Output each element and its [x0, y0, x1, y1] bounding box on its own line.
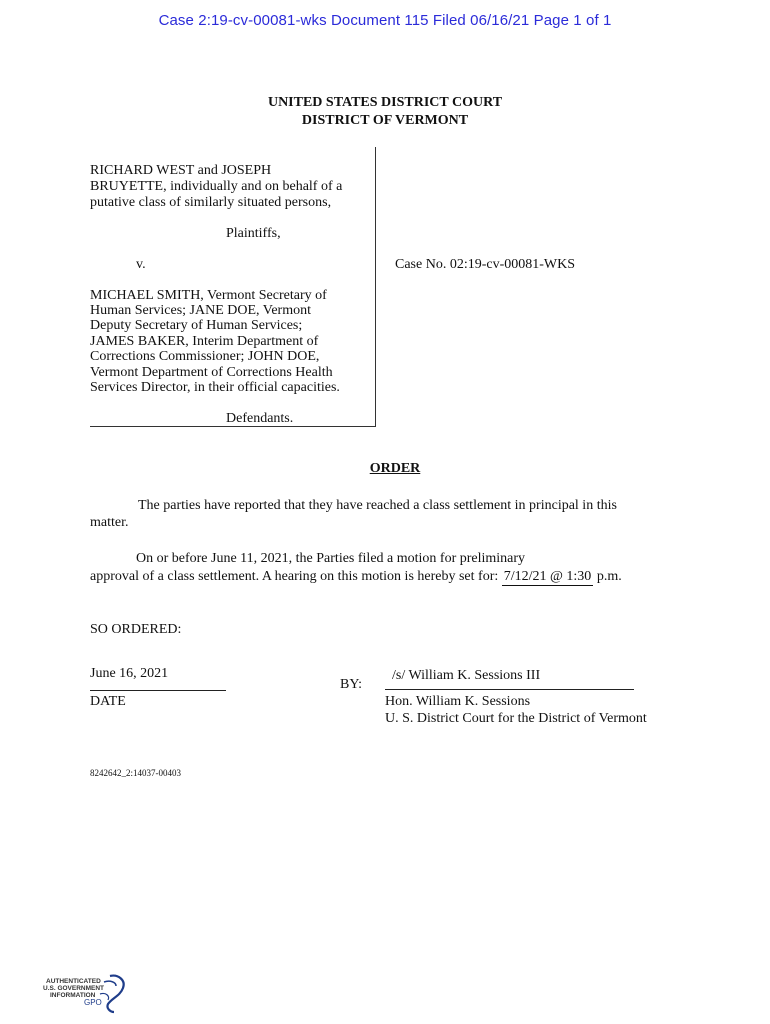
plaintiffs-line: RICHARD WEST and JOSEPH — [90, 163, 272, 178]
case-header-stamp: Case 2:19-cv-00081-wks Document 115 Filed 06/16/21 Page 1 of 1 — [158, 12, 612, 29]
hearing-time-suffix: p.m. — [596, 569, 622, 584]
defendants-label: Defendants. — [226, 411, 294, 426]
caption-vertical-rule — [375, 147, 376, 427]
date-value: June 16, 2021 — [90, 666, 169, 681]
hearing-date-field: 7/12/21 @ 1:30 — [503, 569, 592, 584]
signature-line — [385, 689, 634, 690]
gpo-line: INFORMATION — [50, 992, 96, 999]
gpo-eagle-icon — [40, 970, 130, 1016]
order-paragraph-2-line-1: On or before June 11, 2021, the Parties filed a motion for preliminary — [136, 551, 526, 566]
order-paragraph-1-line-1: The parties have reported that they have reached a class settlement in principal in this — [138, 498, 617, 513]
defendants-line: Vermont Department of Corrections Health — [90, 365, 333, 380]
plaintiffs-line: BRUYETTE, individually and on behalf of a — [90, 179, 343, 194]
court-affiliation: U. S. District Court for the District of Vermont — [385, 711, 647, 726]
defendants-line: MICHAEL SMITH, Vermont Secretary of — [90, 288, 327, 303]
judge-name: Hon. William K. Sessions — [385, 694, 531, 709]
court-name: UNITED STATES DISTRICT COURT — [267, 95, 503, 110]
signature-value: /s/ William K. Sessions III — [392, 668, 541, 683]
defendants-line: Services Director, in their official capacities. — [90, 380, 340, 395]
defendants-line: Human Services; JANE DOE, Vermont — [90, 303, 311, 318]
gpo-authentication-logo — [40, 970, 130, 1016]
hearing-sentence: approval of a class settlement. A hearing on this motion is hereby set for: — [90, 569, 502, 584]
plaintiffs-line: putative class of similarly situated persons, — [90, 195, 332, 210]
order-heading: ORDER — [369, 461, 421, 476]
gpo-mark: GPO — [84, 998, 102, 1007]
so-ordered: SO ORDERED: — [90, 622, 182, 637]
plaintiffs-label: Plaintiffs, — [226, 226, 281, 241]
defendants-line: Corrections Commissioner; JOHN DOE, — [90, 349, 320, 364]
defendants-line: JAMES BAKER, Interim Department of — [90, 334, 319, 349]
document-id: 8242642_2:14037-00403 — [90, 768, 181, 778]
date-label: DATE — [90, 694, 126, 709]
defendants-line: Deputy Secretary of Human Services; — [90, 318, 303, 333]
case-number: Case No. 02:19-cv-00081-WKS — [395, 257, 576, 272]
order-paragraph-2-line-2 — [90, 569, 622, 586]
court-district: DISTRICT OF VERMONT — [301, 113, 469, 128]
versus-label: v. — [136, 257, 146, 272]
gpo-line: U.S. GOVERNMENT — [43, 985, 105, 992]
by-label: BY: — [340, 677, 363, 692]
gpo-line: AUTHENTICATED — [46, 978, 101, 985]
date-line — [90, 690, 226, 691]
order-paragraph-1-line-2: matter. — [90, 515, 129, 530]
